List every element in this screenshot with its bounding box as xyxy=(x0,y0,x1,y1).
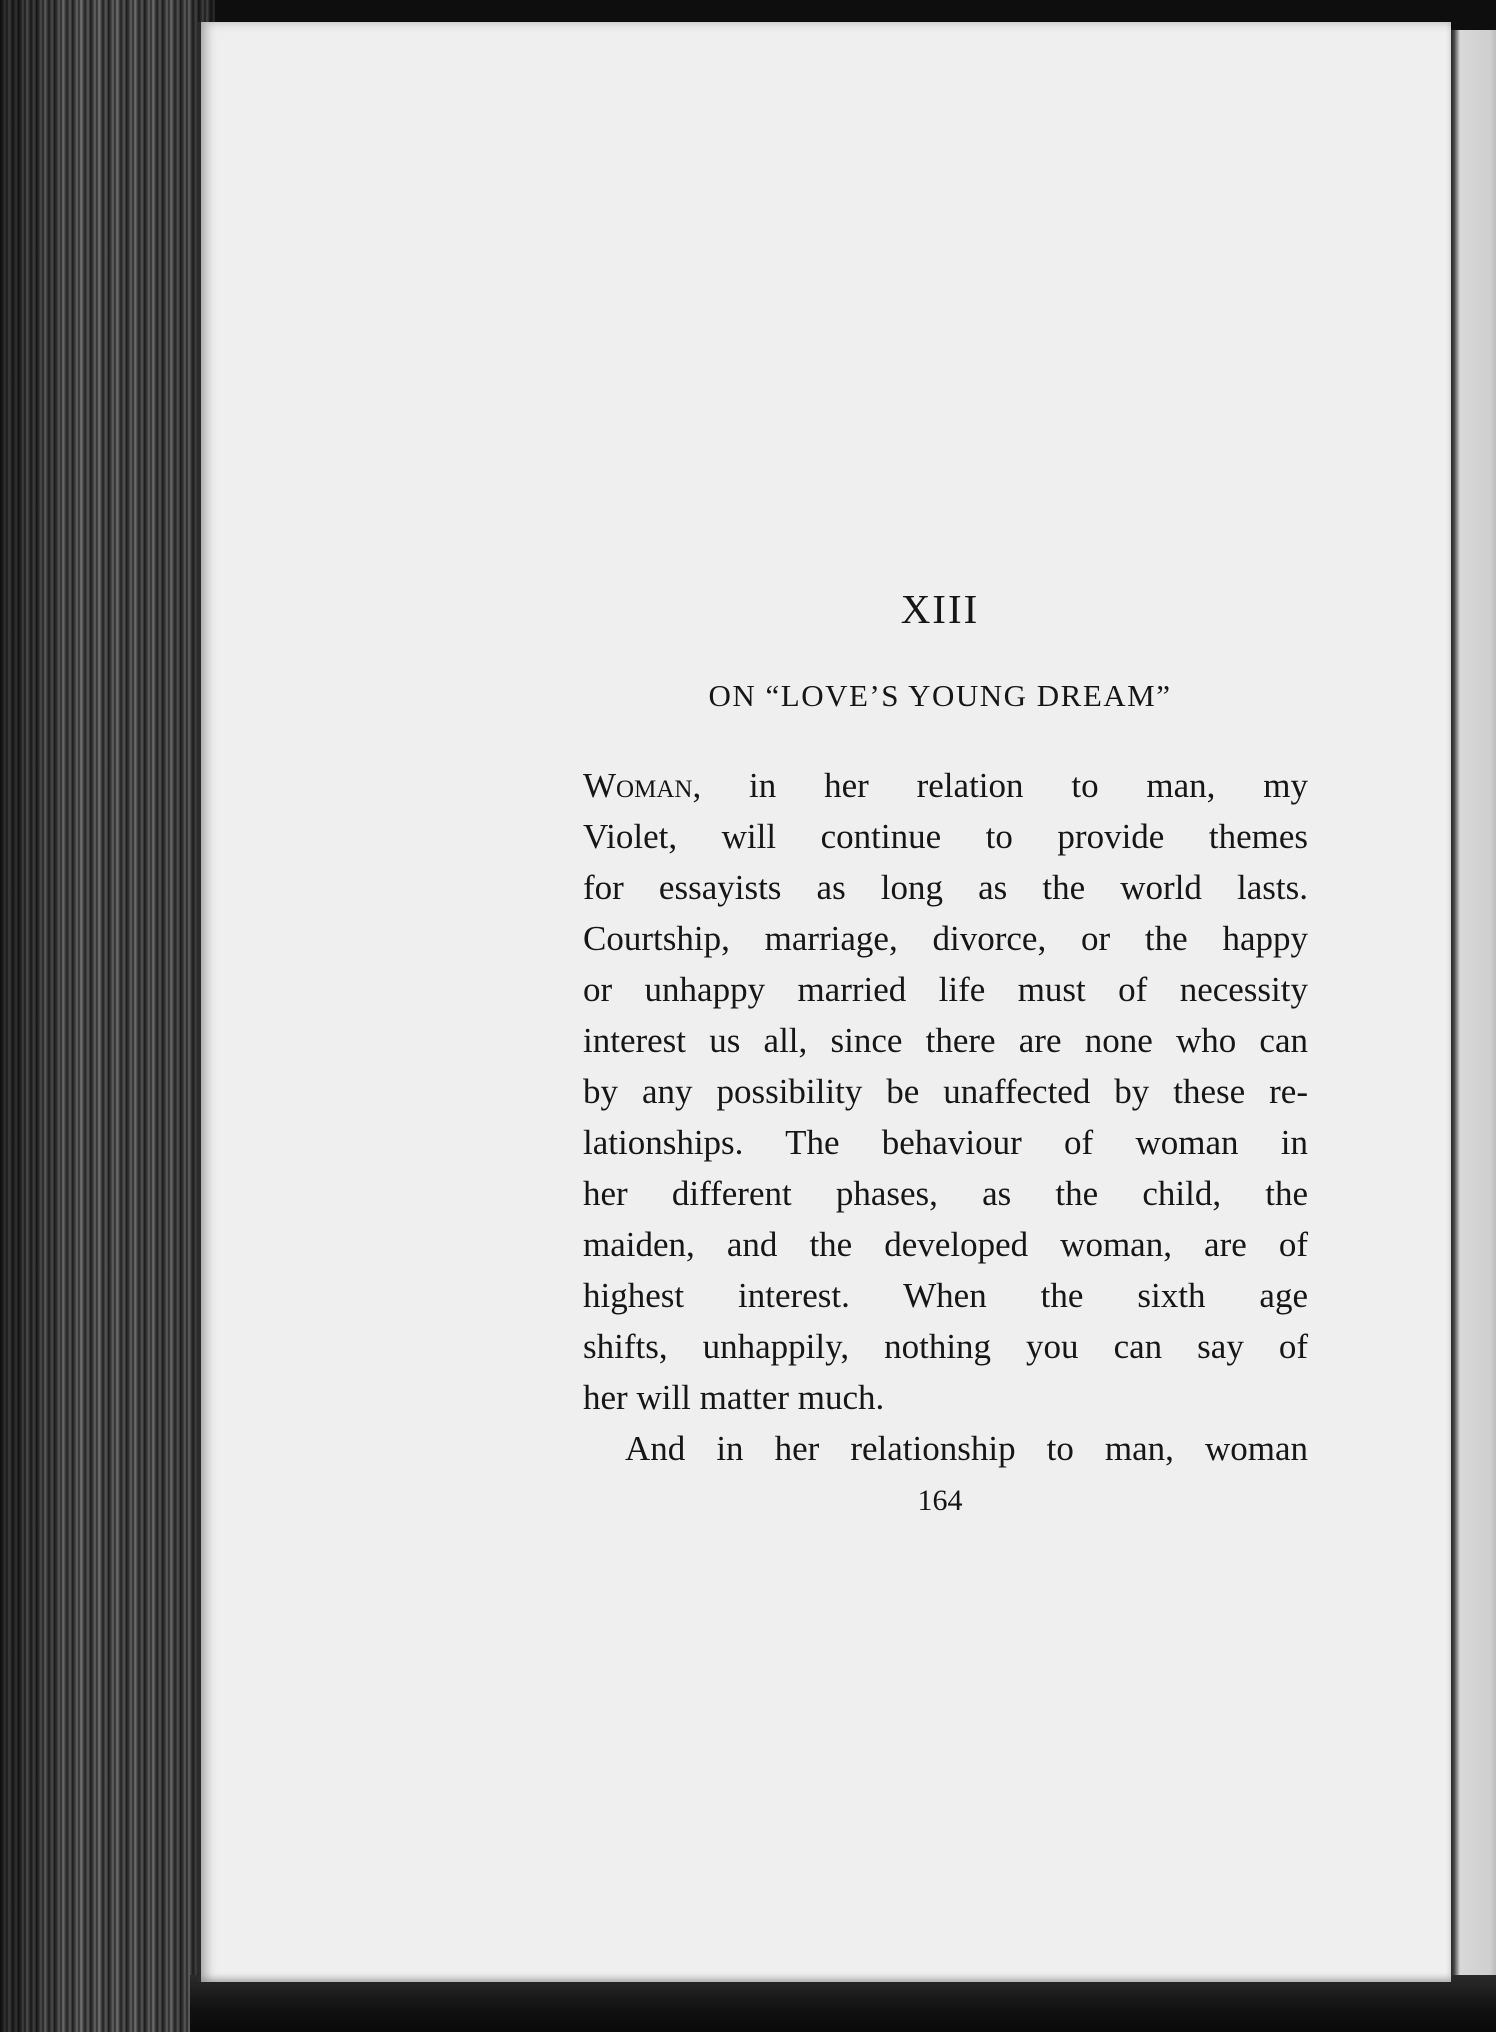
text-line: maiden, and the developed woman, are of xyxy=(583,1225,1308,1264)
text-line: highest interest. When the sixth age xyxy=(583,1276,1308,1315)
page-edges xyxy=(0,0,215,2032)
text-line: Courtship, marriage, divorce, or the happy xyxy=(583,919,1308,958)
page-number: 164 xyxy=(917,1484,963,1517)
text-line-lead: Woman xyxy=(583,766,693,805)
text-line: her will matter much. xyxy=(583,1378,885,1417)
text-line: shifts, unhappily, nothing you can say of xyxy=(583,1327,1308,1366)
text-line: And in her relationship to man, woman xyxy=(625,1429,1308,1468)
text-line: by any possibility be unaffected by these re- xyxy=(583,1072,1308,1111)
text-line xyxy=(583,760,1308,811)
text-line: or unhappy married life must of necessity xyxy=(583,970,1308,1009)
chapter-number: XIII xyxy=(900,586,980,632)
chapter-title: ON “LOVE’S YOUNG DREAM” xyxy=(708,678,1172,713)
text-line-rest: , in her relation to man, my xyxy=(692,766,1308,805)
text-line: her different phases, as the child, the xyxy=(583,1174,1308,1213)
body-text xyxy=(583,760,1308,1474)
text-line: for essayists as long as the world lasts. xyxy=(583,868,1308,907)
facing-page-edge xyxy=(1450,30,1496,1990)
text-line: Violet, will continue to provide themes xyxy=(583,817,1308,856)
bottom-shadow xyxy=(190,1975,1496,2032)
text-line: lationships. The behaviour of woman in xyxy=(583,1123,1308,1162)
text-line: interest us all, since there are none who can xyxy=(583,1021,1308,1060)
